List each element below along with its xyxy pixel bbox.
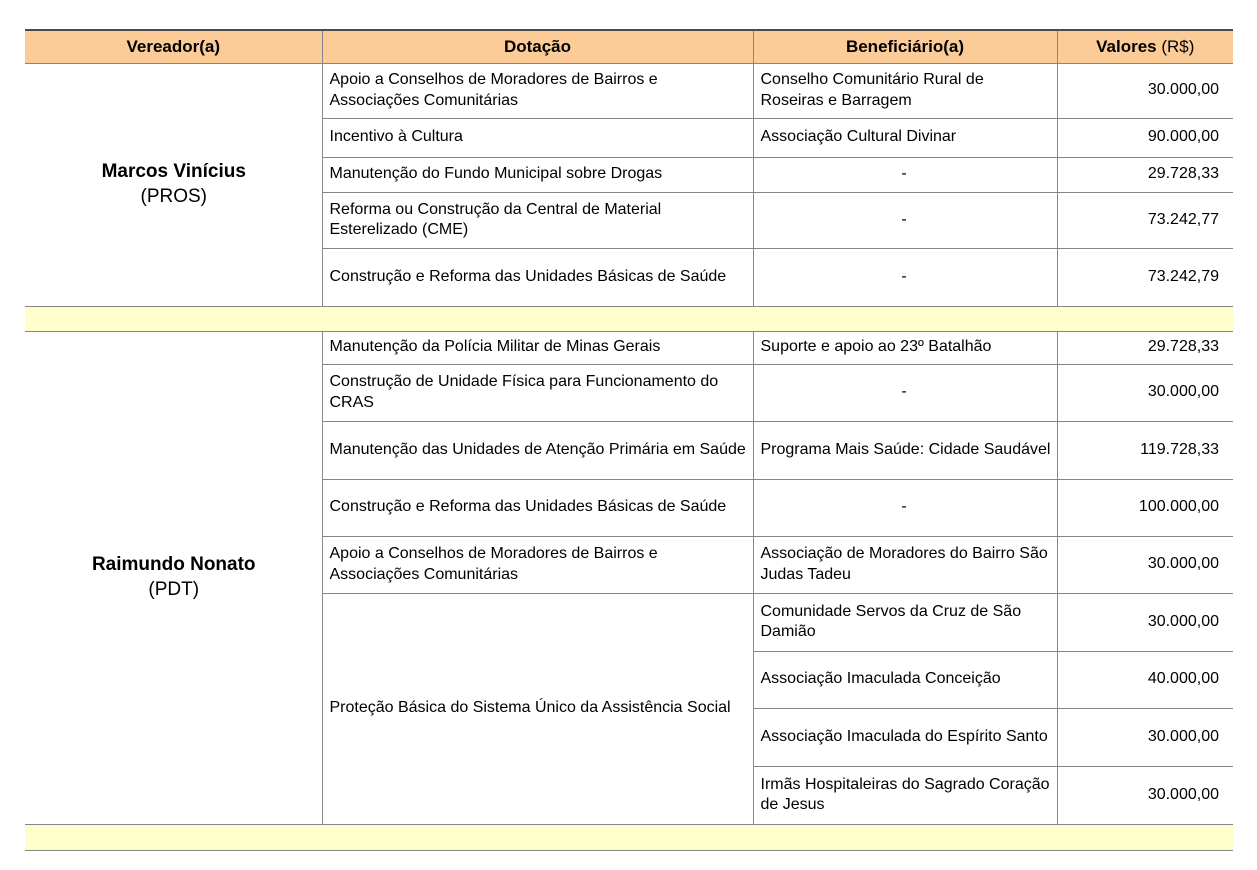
vereador-name: Raimundo Nonato [91, 554, 256, 576]
dotacao-cell: Incentivo à Cultura [322, 118, 753, 157]
table-row [25, 331, 1233, 364]
beneficiario-cell: Associação de Moradores do Bairro São Judas Tadeu [753, 536, 1057, 593]
allocations-table [25, 29, 1233, 851]
beneficiario-cell: Conselho Comunitário Rural de Roseiras e Barragem [753, 63, 1057, 118]
vereador-name: Marcos Vinícius [101, 161, 246, 183]
valor-cell: 90.000,00 [1057, 118, 1233, 157]
vereador-cell [25, 331, 322, 824]
beneficiario-cell: Associação Cultural Divinar [753, 118, 1057, 157]
col-header-vereador: Vereador(a) [25, 30, 322, 63]
separator-cell [25, 306, 1233, 331]
dotacao-cell: Manutenção do Fundo Municipal sobre Drogas [322, 157, 753, 192]
valor-cell: 119.728,33 [1057, 421, 1233, 479]
beneficiario-cell: Associação Imaculada do Espírito Santo [753, 708, 1057, 766]
beneficiario-cell: Suporte e apoio ao 23º Batalhão [753, 331, 1057, 364]
vereador-party: (PROS) [140, 185, 207, 207]
beneficiario-cell: - [753, 248, 1057, 306]
valor-cell: 30.000,00 [1057, 766, 1233, 824]
col-header-valores [1057, 30, 1233, 63]
valores-label-unit: (R$) [1156, 36, 1195, 56]
dotacao-cell: Construção e Reforma das Unidades Básicas de Saúde [322, 479, 753, 536]
dotacao-cell: Apoio a Conselhos de Moradores de Bairros e Associações Comunitárias [322, 63, 753, 118]
valor-cell: 30.000,00 [1057, 536, 1233, 593]
vereador-cell [25, 63, 322, 306]
beneficiario-cell: - [753, 364, 1057, 421]
dotacao-cell: Manutenção das Unidades de Atenção Primária em Saúde [322, 421, 753, 479]
valor-cell: 29.728,33 [1057, 157, 1233, 192]
vereador-party: (PDT) [148, 578, 200, 600]
col-header-beneficiario: Beneficiário(a) [753, 30, 1057, 63]
valor-cell: 100.000,00 [1057, 479, 1233, 536]
beneficiario-cell: - [753, 157, 1057, 192]
beneficiario-cell: Associação Imaculada Conceição [753, 651, 1057, 708]
valor-cell: 40.000,00 [1057, 651, 1233, 708]
dotacao-cell: Apoio a Conselhos de Moradores de Bairros e Associações Comunitárias [322, 536, 753, 593]
dotacao-cell-merged: Proteção Básica do Sistema Único da Assistência Social [322, 593, 753, 824]
valores-label-bold: Valores [1096, 36, 1157, 56]
beneficiario-cell: - [753, 479, 1057, 536]
valor-cell: 30.000,00 [1057, 593, 1233, 651]
valor-cell: 73.242,79 [1057, 248, 1233, 306]
beneficiario-cell: - [753, 192, 1057, 248]
separator-cell [25, 824, 1233, 850]
valor-cell: 30.000,00 [1057, 708, 1233, 766]
group-separator-row [25, 306, 1233, 331]
valor-cell: 30.000,00 [1057, 63, 1233, 118]
dotacao-cell: Construção de Unidade Física para Funcionamento do CRAS [322, 364, 753, 421]
table-header-row [25, 30, 1233, 63]
valor-cell: 30.000,00 [1057, 364, 1233, 421]
beneficiario-cell: Comunidade Servos da Cruz de São Damião [753, 593, 1057, 651]
dotacao-cell: Reforma ou Construção da Central de Material Esterelizado (CME) [322, 192, 753, 248]
col-header-dotacao: Dotação [322, 30, 753, 63]
valor-cell: 73.242,77 [1057, 192, 1233, 248]
beneficiario-cell: Programa Mais Saúde: Cidade Saudável [753, 421, 1057, 479]
dotacao-cell: Construção e Reforma das Unidades Básicas de Saúde [322, 248, 753, 306]
dotacao-cell: Manutenção da Polícia Militar de Minas Gerais [322, 331, 753, 364]
beneficiario-cell: Irmãs Hospitaleiras do Sagrado Coração de Jesus [753, 766, 1057, 824]
table-row [25, 63, 1233, 118]
valor-cell: 29.728,33 [1057, 331, 1233, 364]
group-separator-row [25, 824, 1233, 850]
